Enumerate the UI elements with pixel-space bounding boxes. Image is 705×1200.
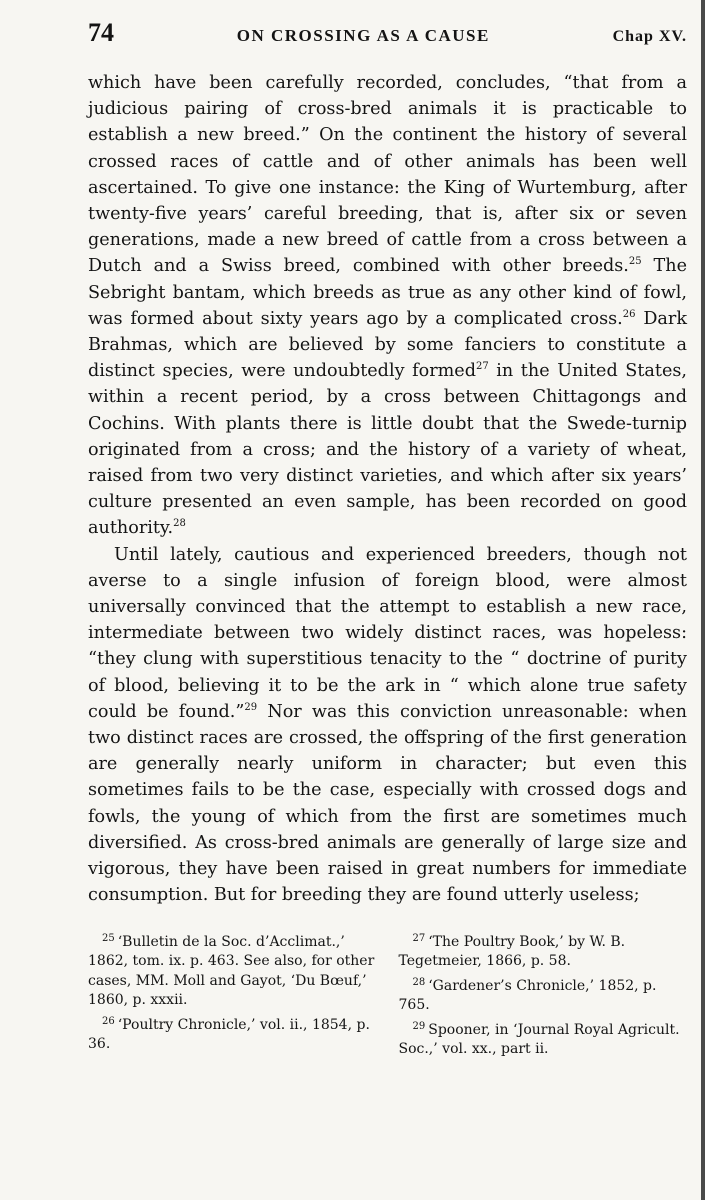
footnote-column-right xyxy=(399,929,688,1061)
footnote-text: ‘Bulletin de la Soc. d’Acclimat.,’ 1862, tom. ix. p. 463. See also, for other cases, MM. Moll and Gayot, ‘Du Bœuf,’ 1860, p. xxxii. xyxy=(88,933,375,1008)
footnotes xyxy=(88,929,687,1061)
text-run: which have been carefully recorded, concludes, “that from a judicious pairing of cross-bred animals it is practicable to establish a new breed.” On the continent the history of several crossed races of cattle and of other animals has been well ascertained. To give one instance: the King of Wurtemburg, after twenty-five years’ careful breeding, that is, after six or seven generations, made a new breed of cattle from a cross between a Dutch and a Swiss breed, combined with other breeds. xyxy=(88,73,687,277)
footnote-ref: 28 xyxy=(173,518,186,530)
footnote xyxy=(88,929,377,1011)
page-edge-shadow xyxy=(701,0,705,1200)
footnote-text: Spooner, in ‘Journal Royal Agricult. Soc.,’ vol. xx., part ii. xyxy=(398,1021,680,1057)
footnote-text: ‘Poultry Chronicle,’ vol. ii., 1854, p. 36. xyxy=(88,1016,370,1052)
text-run: Nor was this conviction unreasonable: when two distinct races are crossed, the offspring of the first generation are generally nearly uniform in character; but even this sometimes fails to be the case, especially with crossed dogs and fowls, the young of which from the first are sometimes much diversified. As cross-bred animals are generally of large size and vigorous, they have been raised in great numbers for immediate consumption. But for breeding they are found utterly useless; xyxy=(88,701,687,906)
footnote-marker: 29 xyxy=(412,1020,426,1032)
footnote-column-left xyxy=(88,929,377,1061)
footnote-ref: 27 xyxy=(475,361,489,373)
text-run: The Sebright bantam, which breeds as true as any other kind of fowl, was formed about sixty years ago by a complicated cross. xyxy=(88,256,687,329)
footnote xyxy=(399,973,688,1016)
footnote-marker: 26 xyxy=(102,1015,115,1027)
footnote-marker: 25 xyxy=(102,932,115,944)
running-head xyxy=(88,18,687,48)
page-number: 74 xyxy=(88,18,114,47)
footnote-text: ‘The Poultry Book,’ by W. B. Tegetmeier, 1866, p. 58. xyxy=(398,933,626,969)
paragraph-1 xyxy=(88,70,687,542)
text-run: Dark Brahmas, which are believed by some fanciers to constitute a distinct species, were undoubtedly formed xyxy=(88,308,687,382)
footnote-text: ‘Gardener’s Chronicle,’ 1852, p. 765. xyxy=(398,977,657,1013)
footnote xyxy=(399,929,688,972)
footnote-marker: 27 xyxy=(412,932,426,944)
footnote-ref: 29 xyxy=(244,701,258,713)
footnote xyxy=(399,1017,688,1060)
running-title: ON CROSSING AS A CAUSE xyxy=(236,26,490,45)
text-run: Until lately, cautious and experienced breeders, though not averse to a single infusion of foreign blood, were almost universally convinced that the attempt to establish a new race, intermediate between two widely distinct races, was hopeless: “they clung with superstitious tenacity to the “ doctrine of purity of blood, believing it to be the ark in “ which alone true safety could be found.” xyxy=(88,544,687,722)
footnote-ref: 26 xyxy=(622,308,636,320)
chapter-label: Chap XV. xyxy=(612,28,687,45)
paragraph-2 xyxy=(88,542,687,909)
footnote-marker: 28 xyxy=(412,976,426,988)
text-run: in the United States, within a recent period, by a cross between Chittagongs and Cochins. With plants there is little doubt that the Swede-turnip originated from a cross; and the history of a variety of wheat, raised from two very distinct varieties, and which after six years’ culture presented an even sample, has been recorded on good authority. xyxy=(88,361,688,539)
footnote-ref: 25 xyxy=(628,256,642,268)
footnote xyxy=(88,1012,377,1055)
body-text xyxy=(88,70,687,909)
